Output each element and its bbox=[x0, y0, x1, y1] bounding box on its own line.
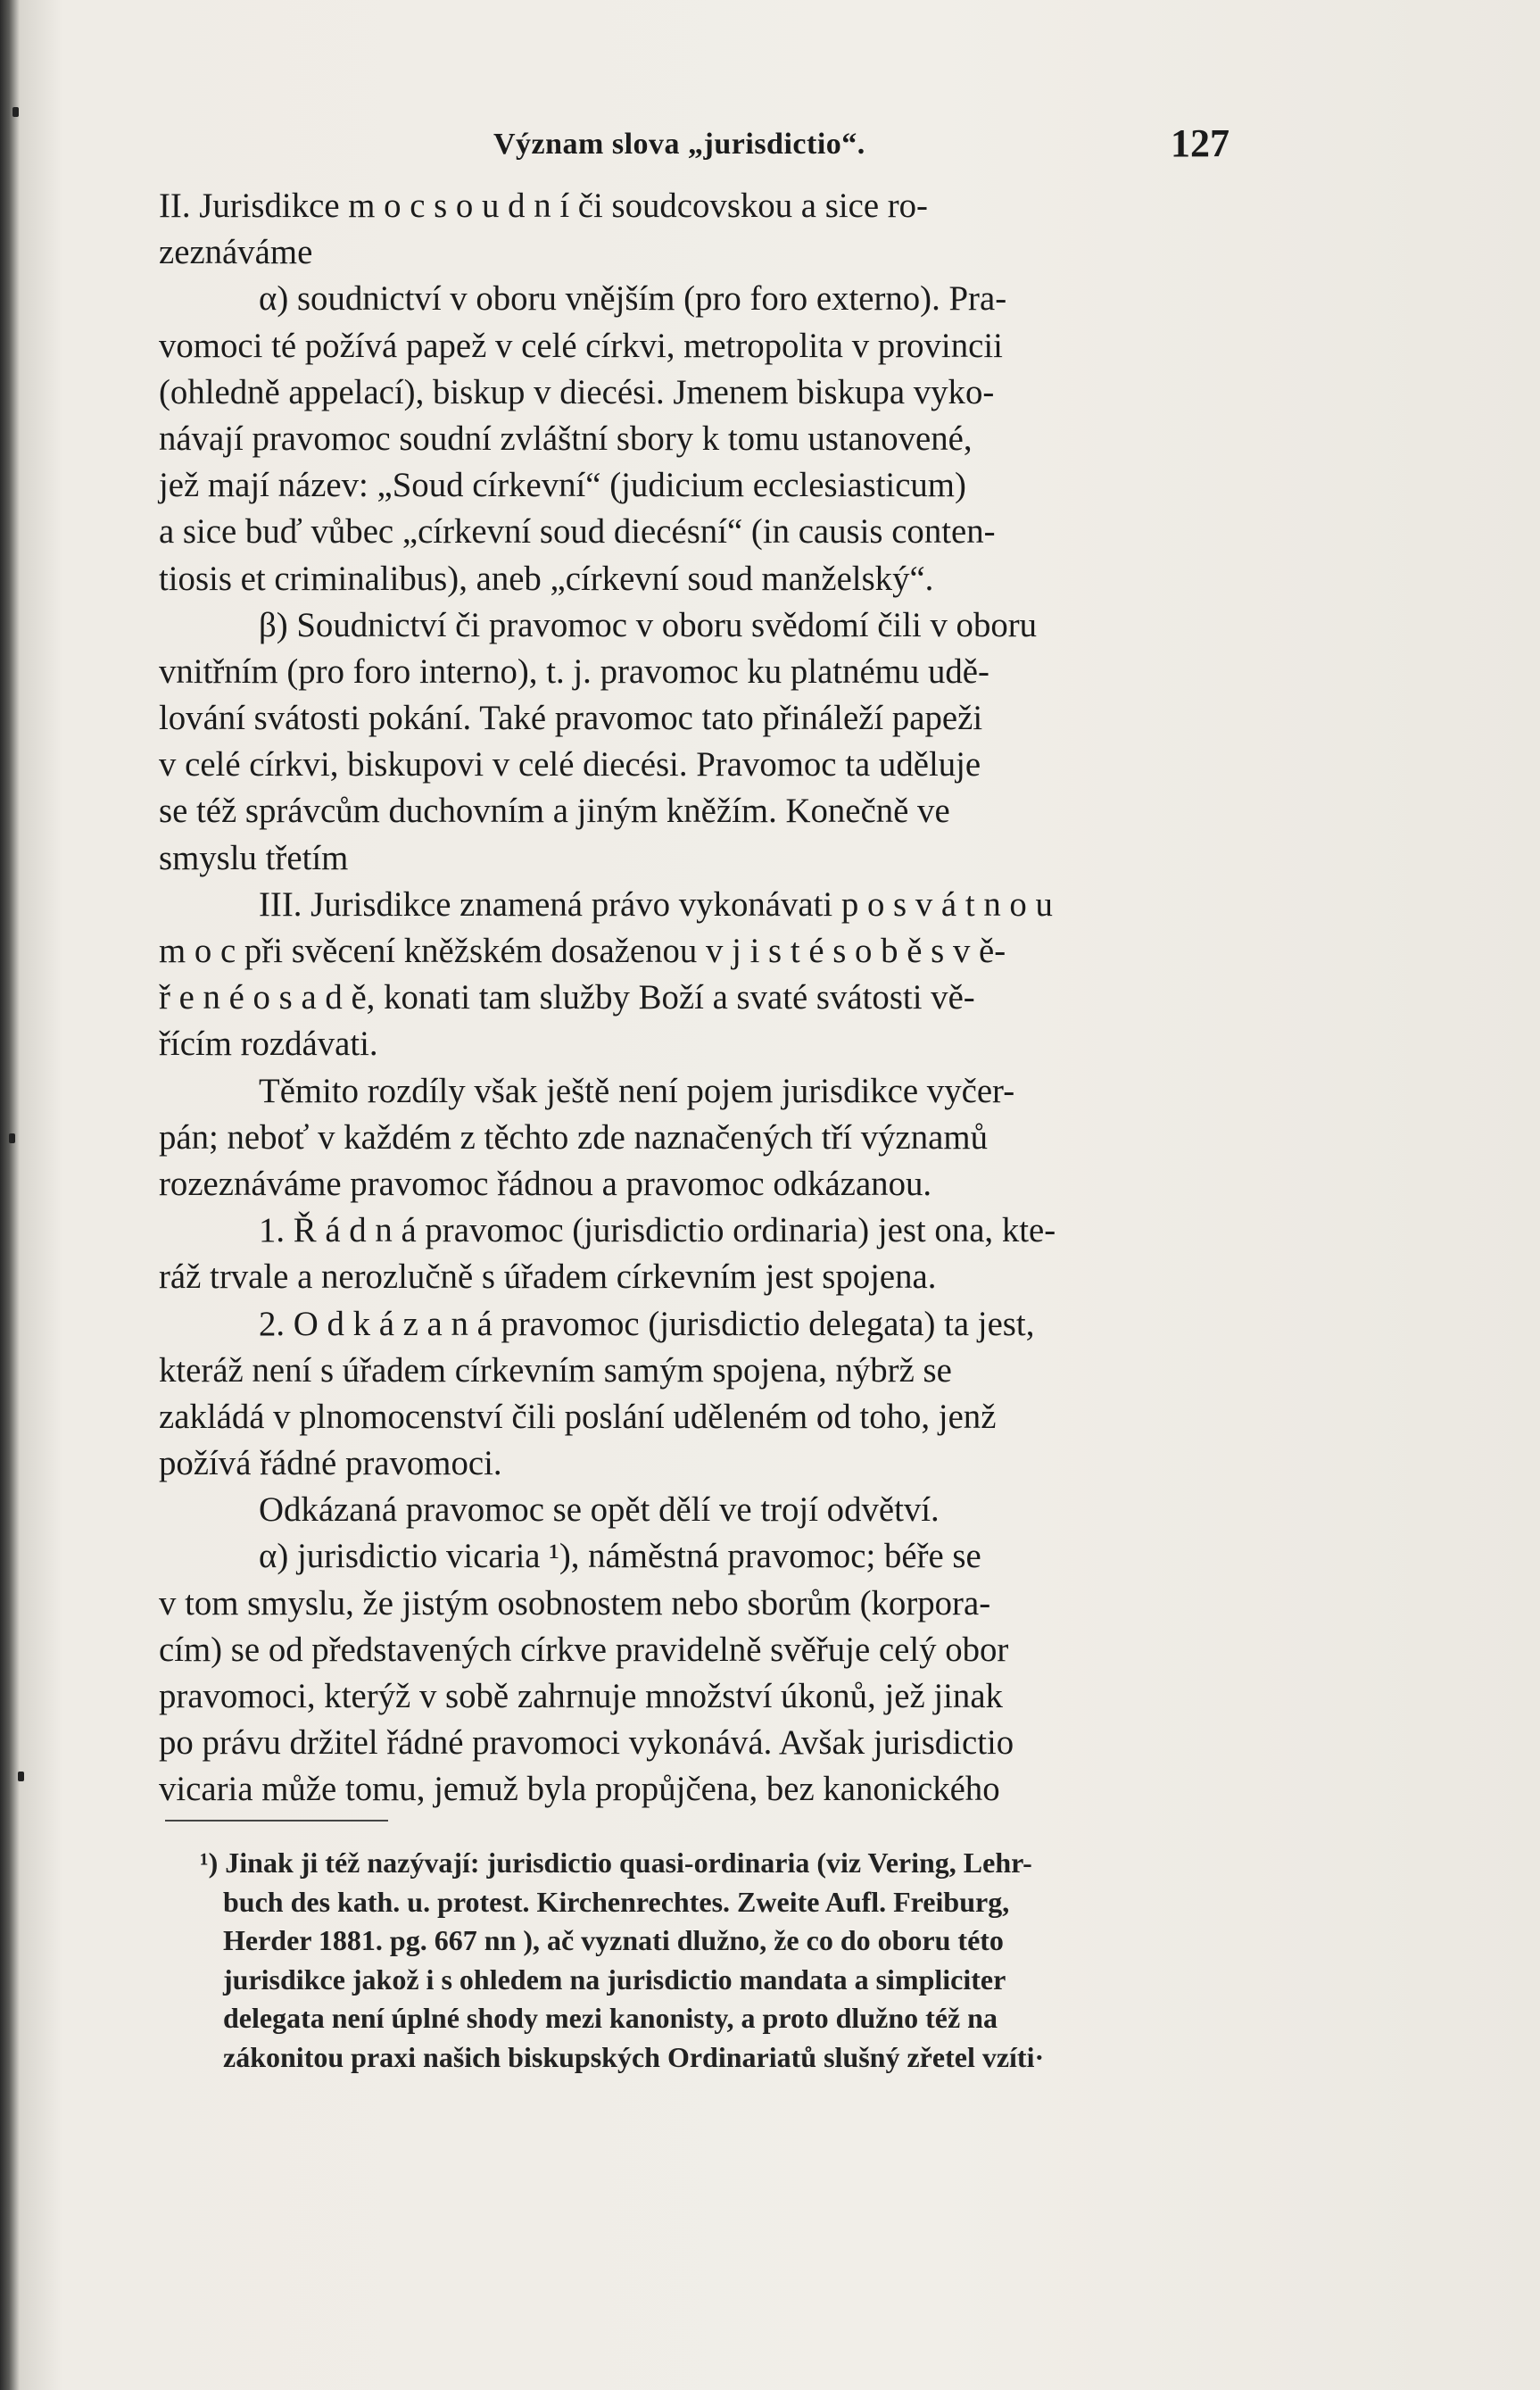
footnote-line: zákonitou praxi našich biskupských Ordinariatů slušný zřetel vzíti· bbox=[223, 2040, 1045, 2073]
text-line: 1. Ř á d n á pravomoc (jurisdictio ordinaria) jest ona, kte- bbox=[259, 1211, 1056, 1250]
text-line: se též správcům duchovním a jiným kněžím. Konečně ve bbox=[159, 792, 950, 831]
text-line: jež mají název: „Soud církevní“ (judicium ecclesiasticum) bbox=[159, 466, 966, 505]
page-number: 127 bbox=[1171, 121, 1230, 165]
text-line: vnitřním (pro foro interno), t. j. pravomoc ku platnému udě- bbox=[159, 651, 989, 691]
text-line: II. Jurisdikce m o c s o u d n í či soudcovskou a sice ro- bbox=[159, 187, 928, 225]
footnote-line: ¹) Jinak ji též nazývají: jurisdictio quasi-ordinaria (viz Vering, Lehr- bbox=[200, 1846, 1032, 1879]
text-line: pravomoci, kterýž v sobě zahrnuje množství úkonů, jež jinak bbox=[159, 1677, 1003, 1715]
text-line: III. Jurisdikce znamená právo vykonávati p o s v á t n o u bbox=[259, 884, 1053, 924]
footnote bbox=[200, 1844, 1231, 2078]
footnote-line: buch des kath. u. protest. Kirchenrechtes. Zweite Aufl. Freiburg, bbox=[223, 1885, 1010, 1918]
text-line: ř e n é o s a d ě, konati tam služby Boží a svaté svátosti vě- bbox=[159, 978, 975, 1017]
footnote-divider bbox=[165, 1820, 388, 1822]
text-line: v celé církvi, biskupovi v celé diecési. Pravomoc ta uděluje bbox=[159, 745, 981, 784]
text-line: (ohledně appelací), biskup v diecési. Jmenem biskupa vyko- bbox=[159, 372, 995, 411]
text-line: požívá řádné pravomoci. bbox=[159, 1444, 502, 1483]
binding-mark bbox=[18, 1772, 24, 1781]
text-line: řícím rozdávati. bbox=[159, 1025, 378, 1064]
footnote-line: Herder 1881. pg. 667 nn ), ač vyznati dlužno, že co do oboru této bbox=[223, 1924, 1004, 1957]
binding-mark bbox=[9, 1133, 15, 1143]
text-line: smyslu třetím bbox=[159, 838, 349, 877]
text-line: pán; neboť v každém z těchto zde naznačených tří významů bbox=[159, 1117, 988, 1157]
text-line: β) Soudnictví či pravomoc v oboru svědomí čili v oboru bbox=[259, 605, 1038, 644]
footnote-line: delegata není úplné shody mezi kanonisty, a proto dlužno též na bbox=[223, 2002, 998, 2035]
running-title: Význam slova „jurisdictio“. bbox=[493, 128, 865, 161]
text-line: návají pravomoc soudní zvláštní sbory k tomu ustanovené, bbox=[159, 419, 973, 458]
text-line: a sice buď vůbec „církevní soud diecésní“ (in causis conten- bbox=[159, 512, 996, 552]
text-line: Odkázaná pravomoc se opět dělí ve trojí odvětví. bbox=[259, 1490, 940, 1530]
text-line: α) soudnictví v oboru vnějším (pro foro externo). Pra- bbox=[259, 279, 1007, 319]
text-line: rozeznáváme pravomoc řádnou a pravomoc odkázanou. bbox=[159, 1164, 932, 1203]
text-line: cím) se od představených církve pravidelně svěřuje celý obor bbox=[159, 1630, 1009, 1669]
text-line: ráž trvale a nerozlučně s úřadem církevním jest spojena. bbox=[159, 1257, 937, 1297]
text-line: m o c při svěcení kněžském dosaženou v j i s t é s o b ě s v ě- bbox=[159, 932, 1006, 970]
text-line: vicaria může tomu, jemuž byla propůjčena, bez kanonického bbox=[159, 1770, 1000, 1809]
text-line: v tom smyslu, že jistým osobnostem nebo sborům (korpora- bbox=[159, 1583, 991, 1622]
text-line: vomoci té požívá papež v celé církvi, metropolita v provincii bbox=[159, 326, 1003, 365]
text-line: lování svátosti pokání. Také pravomoc tato přináleží papeži bbox=[159, 699, 983, 738]
body-text bbox=[159, 183, 1230, 1813]
text-line: zakládá v plnomocenství čili poslání uděleném od toho, jenž bbox=[159, 1397, 997, 1436]
text-line: α) jurisdictio vicaria ¹), náměstná pravomoc; béře se bbox=[259, 1537, 981, 1576]
text-line: zeznáváme bbox=[159, 233, 313, 272]
text-line: Těmito rozdíly však ještě není pojem jurisdikce vyčer- bbox=[259, 1071, 1015, 1110]
binding-mark bbox=[12, 107, 19, 117]
text-line: kteráž není s úřadem církevním samým spojena, nýbrž se bbox=[159, 1350, 952, 1390]
text-line: 2. O d k á z a n á pravomoc (jurisdictio delegata) ta jest, bbox=[259, 1304, 1035, 1343]
text-line: tiosis et criminalibus), aneb „církevní soud manželský“. bbox=[159, 559, 934, 598]
footnote-line: jurisdikce jakož i s ohledem na jurisdictio mandata a simpliciter bbox=[223, 1963, 1006, 1996]
page-header bbox=[159, 120, 1230, 174]
text-line: po právu držitel řádné pravomoci vykonává. Avšak jurisdictio bbox=[159, 1723, 1014, 1763]
